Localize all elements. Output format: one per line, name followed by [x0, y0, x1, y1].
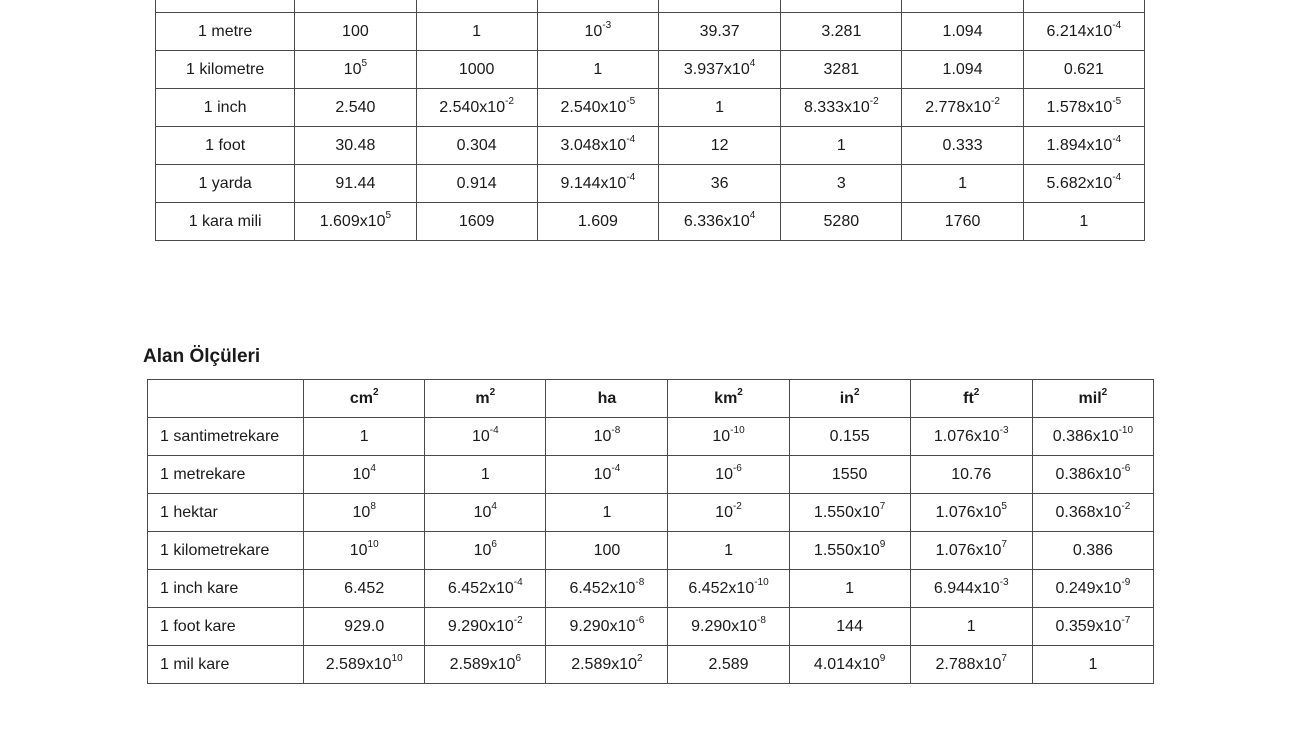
cell-exponent: -4 — [489, 425, 499, 437]
table-cell — [658, 127, 780, 165]
table-cell — [416, 203, 537, 241]
table-cell — [295, 13, 416, 51]
cell-value: 1550 — [831, 465, 868, 483]
table-cell — [668, 456, 789, 494]
table-cell — [658, 203, 780, 241]
cell-exponent: -4 — [611, 463, 621, 475]
row-label: 1 foot — [156, 127, 295, 165]
cell-value: 10 — [349, 541, 368, 559]
row-label: 1 foot kare — [148, 608, 304, 646]
cell-exponent: 5 — [385, 210, 392, 222]
table-cell — [668, 532, 789, 570]
cell-exponent: -3 — [999, 425, 1009, 437]
cell-value: 2.589x10 — [571, 655, 638, 673]
table-cell — [304, 570, 425, 608]
cell-value: 3.281 — [821, 22, 862, 40]
table-cell — [1023, 0, 1144, 13]
cell-value: km — [714, 389, 738, 407]
cell-exponent: 4 — [749, 58, 756, 70]
table-cell — [1023, 165, 1144, 203]
cell-value: 39.37 — [699, 22, 740, 40]
table-cell — [1023, 89, 1144, 127]
cell-value: 1.076x10 — [935, 503, 1002, 521]
column-header — [546, 380, 668, 418]
table-cell — [781, 127, 902, 165]
area-table-row — [148, 570, 1154, 608]
cell-exponent: 9 — [879, 539, 886, 551]
cell-value: 10 — [471, 427, 490, 445]
table-cell — [668, 646, 789, 684]
table-cell — [295, 0, 416, 13]
table-cell — [902, 203, 1023, 241]
table-cell — [668, 570, 789, 608]
cell-value: 1.894x10 — [1046, 136, 1113, 154]
cell-value: 144 — [836, 617, 863, 635]
cell-value: 0.304 — [456, 136, 497, 154]
table-cell — [658, 165, 780, 203]
cell-exponent: -6 — [732, 463, 742, 475]
table-cell — [537, 51, 658, 89]
table-cell — [546, 456, 668, 494]
cell-value: 9.290x10 — [569, 617, 636, 635]
cell-exponent: 7 — [1001, 539, 1007, 551]
cell-value: mil — [1078, 389, 1102, 407]
table-cell — [304, 532, 425, 570]
cell-exponent: 9 — [879, 653, 886, 665]
cell-value: 0.333 — [942, 136, 983, 154]
cell-value: 0.155 — [829, 427, 870, 445]
table-cell — [668, 418, 789, 456]
cell-exponent: -6 — [1121, 463, 1131, 475]
cell-value: 2.589 — [708, 655, 749, 673]
table-cell — [546, 646, 668, 684]
cell-value — [585, 0, 603, 2]
cell-value — [804, 0, 870, 2]
cell-value: ft — [963, 389, 974, 407]
table-cell — [546, 494, 668, 532]
table-cell — [537, 89, 658, 127]
table-cell — [416, 165, 537, 203]
table-cell — [546, 570, 668, 608]
length-table-row — [156, 89, 1145, 127]
cell-value: 9.290x10 — [447, 617, 514, 635]
cell-value: 10 — [715, 503, 733, 521]
cell-value: 0.621 — [1063, 60, 1104, 78]
cell-value: 1760 — [944, 212, 981, 230]
cell-value: 6.214x10 — [1046, 22, 1113, 40]
cell-value: 1.609x10 — [319, 212, 386, 230]
row-label: 1 kara mili — [156, 203, 295, 241]
cell-value: 1 — [966, 617, 976, 635]
cell-value — [463, 0, 481, 2]
table-cell — [1032, 456, 1153, 494]
cell-value: 0.914 — [456, 174, 497, 192]
table-cell — [902, 13, 1023, 51]
cell-exponent: 6 — [491, 539, 497, 551]
cell-value: 5.682x10 — [1046, 174, 1113, 192]
table-cell — [546, 608, 668, 646]
table-cell — [781, 0, 902, 13]
table-cell — [537, 203, 658, 241]
length-table-row — [156, 165, 1145, 203]
cell-value: cm — [349, 389, 373, 407]
cell-exponent: -10 — [1118, 425, 1134, 437]
table-cell — [789, 494, 910, 532]
cell-value: 100 — [593, 541, 621, 559]
cell-value: 6.336x10 — [683, 212, 750, 230]
cell-value: 3 — [836, 174, 846, 192]
cell-value: 1 — [715, 98, 725, 116]
table-cell — [416, 127, 537, 165]
table-cell — [546, 418, 668, 456]
table-cell — [789, 456, 910, 494]
cell-exponent: -3 — [602, 20, 612, 32]
cell-value: 2.540 — [335, 98, 376, 116]
cell-exponent: -5 — [1112, 96, 1122, 108]
cell-exponent: -8 — [635, 577, 645, 589]
cell-value: 1.550x10 — [813, 541, 880, 559]
cell-value: 10 — [343, 60, 362, 78]
cell-value: 36 — [710, 174, 729, 192]
cell-value: 0.359x10 — [1055, 617, 1122, 635]
cell-value: 2.788x10 — [935, 655, 1002, 673]
area-table-row — [148, 456, 1154, 494]
cell-exponent: 6 — [515, 653, 521, 665]
cell-value: 2.540x10 — [560, 98, 627, 116]
row-label: 1 hektar — [148, 494, 304, 532]
cell-value: 10 — [473, 541, 492, 559]
table-cell — [425, 570, 546, 608]
cell-value: 1 — [836, 136, 846, 154]
cell-value: 1.094 — [942, 22, 983, 40]
cell-value: 10.76 — [951, 465, 992, 483]
table-cell — [658, 51, 780, 89]
cell-value: 1 — [359, 427, 369, 445]
cell-exponent: 8 — [370, 501, 376, 513]
table-cell — [1032, 608, 1153, 646]
cell-exponent: -2 — [732, 501, 742, 513]
cell-value: 6.452x10 — [688, 579, 755, 597]
length-table-row — [156, 13, 1145, 51]
cell-exponent: -2 — [505, 96, 514, 108]
cell-value: 10 — [715, 465, 733, 483]
table-cell — [910, 532, 1032, 570]
table-cell — [295, 203, 416, 241]
table-cell — [1032, 570, 1153, 608]
table-cell — [1032, 418, 1153, 456]
table-cell — [902, 0, 1023, 13]
cell-value: 1609 — [458, 212, 495, 230]
length-table-row — [156, 51, 1145, 89]
length-table-row — [156, 127, 1145, 165]
cell-value: 1.550x10 — [813, 503, 880, 521]
cell-value: 0.386x10 — [1052, 427, 1119, 445]
row-label: 1 santimetrekare — [148, 418, 304, 456]
cell-exponent: 2 — [973, 387, 980, 399]
cell-value: 9.290x10 — [691, 617, 757, 635]
cell-value: 6.944x10 — [933, 579, 1000, 597]
cell-value: 1 — [958, 174, 968, 192]
table-cell — [789, 418, 910, 456]
cell-exponent: -6 — [635, 615, 645, 627]
length-table-row — [156, 0, 1145, 13]
row-label: 1 metrekare — [148, 456, 304, 494]
area-table-row — [148, 532, 1154, 570]
cell-value: 3281 — [823, 60, 860, 78]
area-section-title: Alan Ölçüleri — [143, 346, 261, 367]
cell-value: 12 — [710, 136, 729, 154]
cell-exponent: -2 — [869, 96, 879, 108]
table-cell — [304, 494, 425, 532]
cell-exponent: -10 — [730, 425, 745, 437]
cell-value: 2.778x10 — [925, 98, 992, 116]
table-cell — [1023, 127, 1144, 165]
cell-exponent: -7 — [1121, 615, 1131, 627]
area-table-row — [148, 608, 1154, 646]
cell-exponent: -4 — [626, 172, 636, 184]
table-cell — [546, 532, 668, 570]
cell-value — [1046, 0, 1112, 2]
cell-value: 8.333x10 — [803, 98, 870, 116]
cell-exponent: 2 — [737, 387, 743, 399]
table-cell — [781, 51, 902, 89]
table-cell — [781, 165, 902, 203]
cell-value: 1.094 — [942, 60, 983, 78]
table-cell — [902, 89, 1023, 127]
table-cell — [416, 0, 537, 13]
column-header — [304, 380, 425, 418]
row-label: 1 mil kare — [148, 646, 304, 684]
cell-value: 3.937x10 — [683, 60, 750, 78]
table-cell — [902, 127, 1023, 165]
cell-value: 6.452x10 — [447, 579, 514, 597]
table-cell — [425, 646, 546, 684]
table-cell — [668, 608, 789, 646]
cell-value: 10 — [593, 427, 612, 445]
table-cell — [910, 570, 1032, 608]
cell-value: 1 — [1088, 655, 1098, 673]
cell-value: 1 — [593, 60, 603, 78]
cell-exponent: 10 — [367, 539, 379, 551]
table-cell — [416, 13, 537, 51]
cell-exponent: 7 — [879, 501, 886, 513]
cell-exponent: -4 — [1112, 172, 1122, 184]
cell-value: 10 — [584, 22, 603, 40]
table-cell — [781, 89, 902, 127]
table-cell — [902, 165, 1023, 203]
cell-exponent: -8 — [756, 615, 766, 627]
table-cell — [789, 608, 910, 646]
table-cell — [910, 494, 1032, 532]
area-table-row — [148, 646, 1154, 684]
cell-exponent: 4 — [370, 463, 376, 475]
cell-value: in — [839, 389, 854, 407]
cell-exponent: -3 — [999, 577, 1009, 589]
cell-exponent: 10 — [391, 653, 403, 665]
table-cell — [537, 13, 658, 51]
cell-value: 10 — [352, 503, 371, 521]
cell-value: 10 — [473, 503, 492, 521]
cell-value: 10 — [593, 465, 612, 483]
table-cell — [304, 456, 425, 494]
cell-value: 2.540x10 — [439, 98, 506, 116]
cell-exponent: -2 — [513, 615, 523, 627]
cell-value: 6.452x10 — [569, 579, 636, 597]
length-conversion-table — [155, 0, 1145, 241]
cell-value: 2.589x10 — [325, 655, 392, 673]
table-cell — [295, 127, 416, 165]
cell-value: 1 — [1079, 212, 1089, 230]
table-cell — [910, 608, 1032, 646]
table-cell — [789, 532, 910, 570]
row-label: 1 inch kare — [148, 570, 304, 608]
row-label: 1 kilometre — [156, 51, 295, 89]
row-label: 1 kilometrekare — [148, 532, 304, 570]
table-cell — [1032, 532, 1153, 570]
area-table-row — [148, 494, 1154, 532]
table-cell — [1032, 646, 1153, 684]
cell-value: 6.452 — [344, 579, 385, 597]
cell-exponent: -4 — [626, 134, 636, 146]
cell-value: 10 — [712, 427, 731, 445]
row-label: 1 metre — [156, 13, 295, 51]
table-cell — [416, 89, 537, 127]
cell-value — [700, 0, 740, 2]
table-cell — [658, 89, 780, 127]
cell-exponent: 7 — [1001, 653, 1007, 665]
cell-value: 0.386x10 — [1055, 465, 1122, 483]
cell-value: 3.048x10 — [560, 136, 627, 154]
table-cell — [668, 494, 789, 532]
table-cell — [425, 494, 546, 532]
cell-value — [925, 0, 991, 2]
cell-value: 1000 — [458, 60, 495, 78]
table-cell — [425, 456, 546, 494]
table-cell — [416, 51, 537, 89]
table-cell — [902, 51, 1023, 89]
table-cell — [304, 418, 425, 456]
cell-value: 0.249x10 — [1055, 579, 1122, 597]
cell-exponent: -2 — [991, 96, 1000, 108]
cell-value: 9.144x10 — [560, 174, 627, 192]
column-header — [668, 380, 789, 418]
cell-value: 1.578x10 — [1046, 98, 1113, 116]
cell-exponent: 2 — [637, 653, 643, 665]
cell-value: 1 — [845, 579, 855, 597]
cell-value: 1 — [480, 465, 490, 483]
cell-value: 1.076x10 — [933, 427, 1000, 445]
cell-exponent: 4 — [749, 210, 756, 222]
table-cell — [304, 608, 425, 646]
cell-value: 30.48 — [335, 136, 376, 154]
table-cell — [658, 13, 780, 51]
table-cell — [304, 646, 425, 684]
header-corner-cell — [148, 380, 304, 418]
table-cell — [658, 0, 780, 13]
cell-value: 1 — [724, 541, 733, 559]
table-cell — [1023, 13, 1144, 51]
table-cell — [910, 456, 1032, 494]
cell-value: 5280 — [823, 212, 860, 230]
table-cell — [910, 646, 1032, 684]
cell-exponent: 2 — [853, 387, 860, 399]
cell-value: 0.368x10 — [1055, 503, 1122, 521]
cell-exponent: 4 — [491, 501, 497, 513]
cell-value: 10 — [352, 465, 371, 483]
row-label: 1 yarda — [156, 165, 295, 203]
table-cell — [1032, 494, 1153, 532]
cell-value: 91.44 — [335, 174, 376, 192]
cell-exponent: -8 — [611, 425, 621, 437]
table-cell — [295, 51, 416, 89]
table-cell — [789, 646, 910, 684]
table-cell — [537, 127, 658, 165]
length-table-row — [156, 203, 1145, 241]
cell-value: m — [475, 389, 490, 407]
table-cell — [425, 418, 546, 456]
cell-exponent: -4 — [1112, 20, 1122, 32]
cell-exponent: -10 — [754, 577, 769, 589]
table-cell — [789, 570, 910, 608]
cell-exponent: 2 — [489, 387, 496, 399]
table-cell — [781, 203, 902, 241]
area-header-row — [148, 380, 1154, 418]
table-cell — [910, 418, 1032, 456]
cell-exponent: -4 — [1112, 134, 1122, 146]
cell-exponent: -9 — [1121, 577, 1131, 589]
table-cell — [1023, 51, 1144, 89]
column-header — [910, 380, 1032, 418]
row-label — [156, 0, 295, 13]
cell-value: 0.386 — [1072, 541, 1113, 559]
table-cell — [781, 13, 902, 51]
column-header — [1032, 380, 1153, 418]
table-cell — [425, 532, 546, 570]
cell-exponent: 2 — [372, 387, 379, 399]
area-conversion-table — [147, 379, 1154, 684]
table-cell — [537, 0, 658, 13]
cell-value: 1.076x10 — [935, 541, 1002, 559]
cell-exponent: -2 — [1121, 501, 1131, 513]
cell-exponent: -5 — [626, 96, 636, 108]
table-cell — [425, 608, 546, 646]
cell-value: 929.0 — [344, 617, 385, 635]
table-cell — [295, 89, 416, 127]
cell-exponent: 5 — [361, 58, 368, 70]
table-cell — [537, 165, 658, 203]
table-cell — [295, 165, 416, 203]
cell-value: ha — [597, 389, 617, 407]
cell-value — [351, 0, 360, 2]
cell-exponent: 5 — [1001, 501, 1007, 513]
cell-value: 1 — [602, 503, 612, 521]
cell-value: 1 — [472, 22, 482, 40]
column-header — [425, 380, 546, 418]
table-cell — [1023, 203, 1144, 241]
cell-value: 4.014x10 — [813, 655, 880, 673]
cell-value: 1.609 — [577, 212, 618, 230]
cell-exponent: 2 — [1101, 387, 1108, 399]
area-table-row — [148, 418, 1154, 456]
cell-exponent: -4 — [513, 577, 523, 589]
cell-value: 100 — [342, 22, 369, 40]
column-header — [789, 380, 910, 418]
row-label: 1 inch — [156, 89, 295, 127]
cell-value: 2.589x10 — [449, 655, 516, 673]
